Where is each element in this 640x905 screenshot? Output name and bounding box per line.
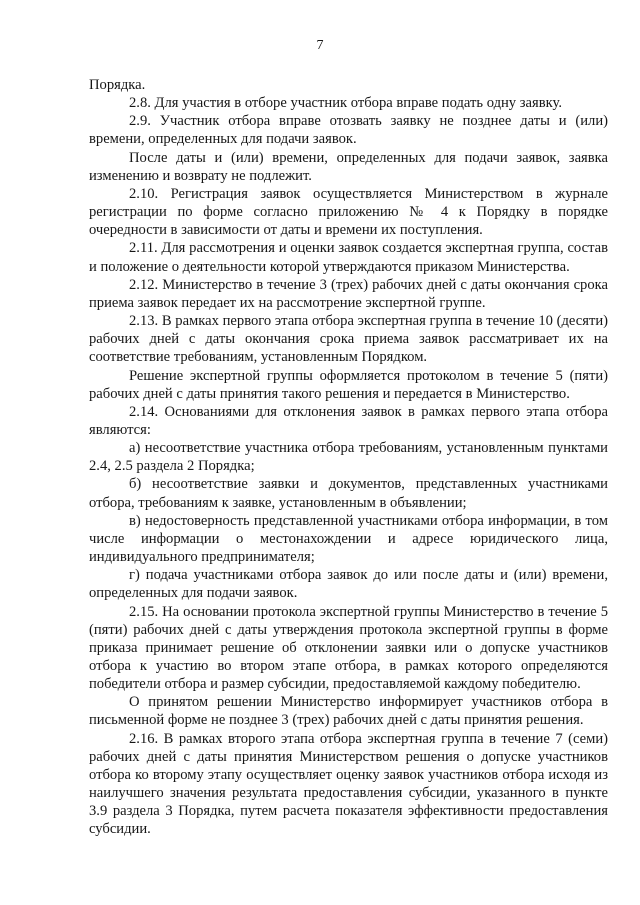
paragraph-2-15: 2.15. На основании протокола экспертной группы Министерство в течение 5 (пяти) рабочих дней с даты утверждения протокола экспертной группы в форме приказа принимает решение об отклонении заявки или о допуске участников отбора к участию во втором этапе отбора, в рамках которого определяются победители отбора и размер субсидии, предоставляемой каждому победителю.	[89, 603, 608, 693]
paragraph-continuation: Порядка.	[89, 77, 146, 93]
paragraph-2-13-note: Решение экспертной группы оформляется протоколом в течение 5 (пяти) рабочих дней с даты принятия такого решения и передается в Министерство.	[89, 367, 608, 402]
paragraph-2-8: 2.8. Для участия в отборе участник отбора вправе подать одну заявку.	[129, 95, 562, 112]
paragraph-2-9: 2.9. Участник отбора вправе отозвать заявку не позднее даты и (или) времени, определенных для подачи заявок.	[89, 113, 608, 148]
paragraph-2-15-note: О принятом решении Министерство информирует участников отбора в письменной форме не позднее 3 (трех) рабочих дней с даты принятия решения.	[89, 694, 608, 729]
paragraph-2-14: 2.14. Основаниями для отклонения заявок в рамках первого этапа отбора являются:	[89, 403, 608, 438]
paragraph-2-9-note: После даты и (или) времени, определенных для подачи заявок, заявка изменению и возврату не подлежит.	[89, 149, 608, 184]
paragraph-2-10: 2.10. Регистрация заявок осуществляется Министерством в журнале регистрации по форме согласно приложению № 4 к Порядку в порядке очередности в зависимости от даты и времени их поступления.	[89, 185, 608, 239]
paragraph-2-16: 2.16. В рамках второго этапа отбора экспертная группа в течение 7 (семи) рабочих дней с даты принятия Министерством решения о допуске участников отбора ко второму этапу осуществляет оценку заявок участников отбора исходя из наилучшего значения результата предоставления субсидии, указанного в пункте 3.9 раздела 3 Порядка, путем расчета показателя эффективности предоставления субсидии.	[89, 730, 608, 838]
paragraph-2-11: 2.11. Для рассмотрения и оценки заявок создается экспертная группа, состав и положение о деятельности которой утверждаются приказом Министерства.	[89, 240, 608, 275]
list-item-v: в) недостоверность представленной участниками отбора информации, в том числе информации о местонахождении и адресе юридического лица, индивидуального предпринимателя;	[89, 512, 608, 566]
list-item-g: г) подача участниками отбора заявок до или после даты и (или) времени, определенных для подачи заявок.	[89, 567, 608, 602]
paragraph-2-12: 2.12. Министерство в течение 3 (трех) рабочих дней с даты окончания срока приема заявок передает их на рассмотрение экспертной группе.	[89, 276, 608, 311]
page-number: 7	[316, 38, 324, 53]
list-item-b: б) несоответствие заявки и документов, представленных участниками отбора, требованиям к заявке, установленным в объявлении;	[89, 476, 608, 511]
document-body	[89, 76, 608, 839]
list-item-a: а) несоответствие участника отбора требованиям, установленным пунктами 2.4, 2.5 раздела 2 Порядка;	[89, 440, 608, 475]
paragraph-2-13: 2.13. В рамках первого этапа отбора экспертная группа в течение 10 (десяти) рабочих дней с даты окончания срока приема заявок рассматривает их на соответствие требованиям, установленным Порядком.	[89, 313, 608, 366]
